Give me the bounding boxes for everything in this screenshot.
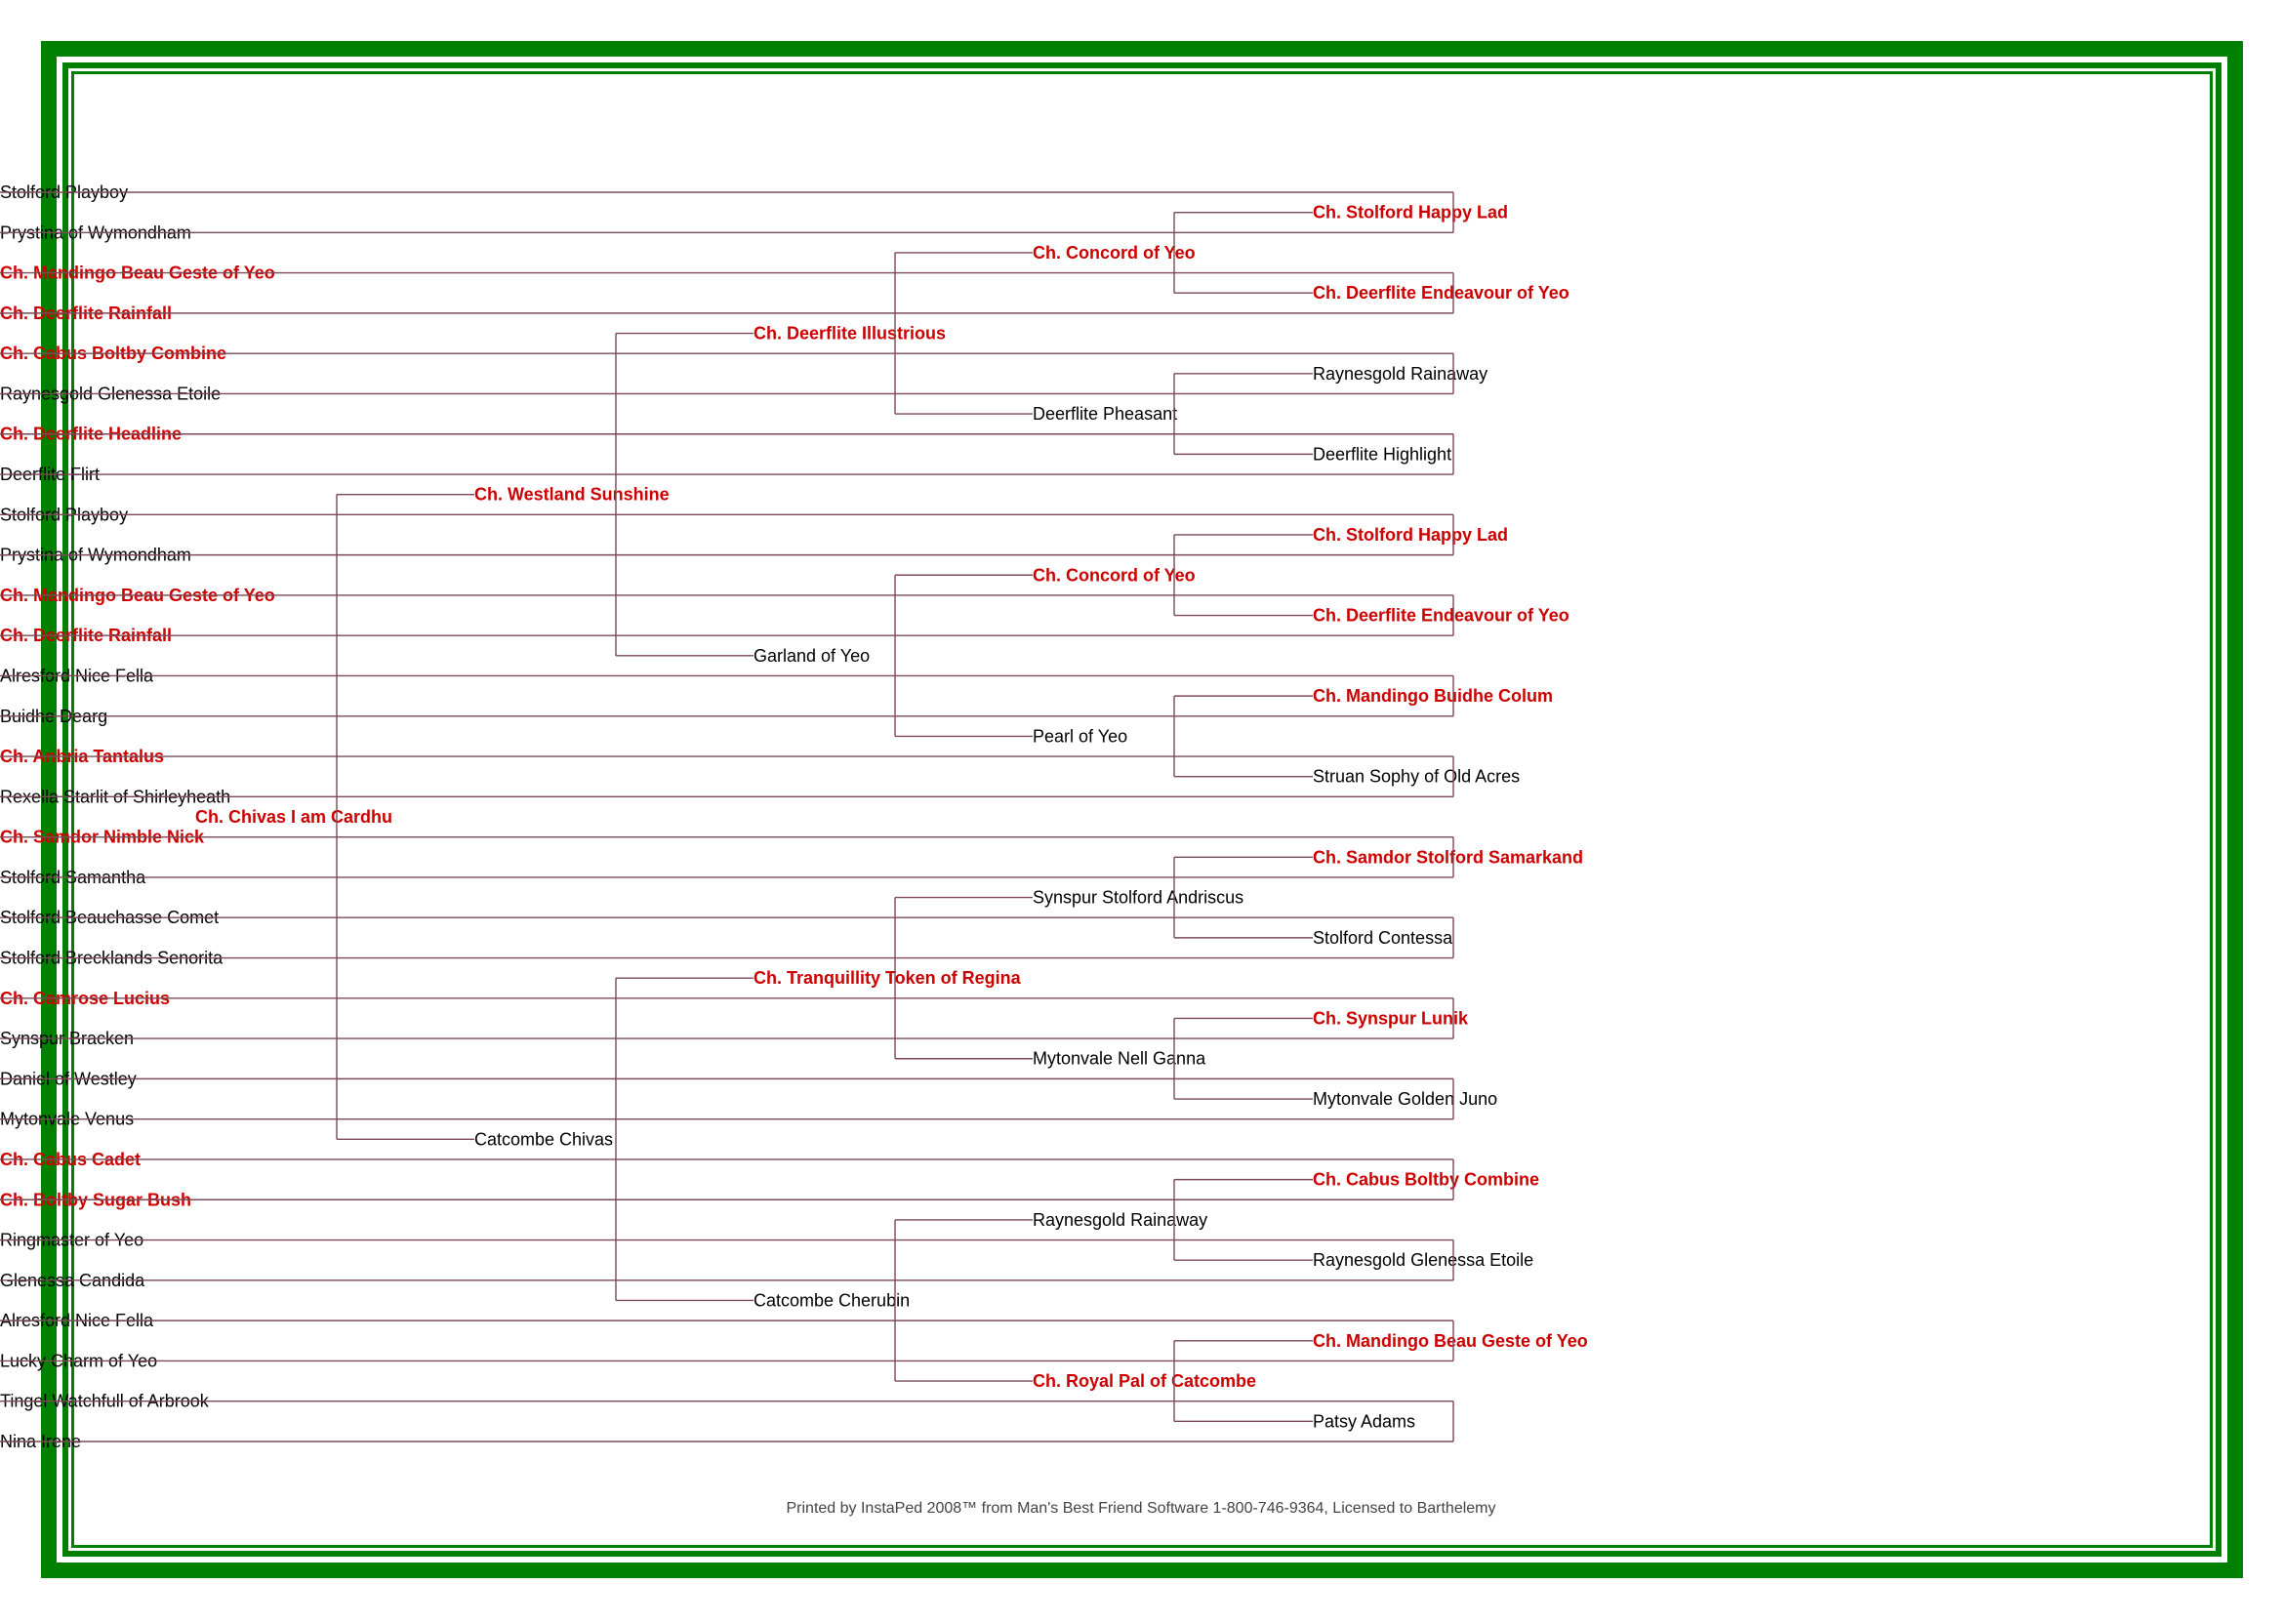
dog-name-gen1: Ch. Westland Sunshine: [474, 484, 670, 505]
dog-name-gen0: Ch. Chivas I am Cardhu: [195, 807, 393, 827]
dog-name-gen4: Ch. Cabus Boltby Combine: [1313, 1169, 1540, 1190]
dog-name-gen5: Alresford Nice Fella: [0, 666, 154, 686]
dog-name-gen1: Catcombe Chivas: [474, 1129, 614, 1150]
dog-name-gen5: Ch. Deerflite Headline: [0, 424, 183, 444]
dog-name-gen4: Ch. Mandingo Beau Geste of Yeo: [1313, 1330, 1588, 1351]
dog-name-gen5: Ch. Boltby Sugar Bush: [0, 1190, 192, 1210]
dog-name-gen5: Ch. Anbria Tantalus: [0, 747, 165, 767]
dog-name-gen5: Deerflite Flirt: [0, 465, 101, 485]
dog-name-gen3: Ch. Concord of Yeo: [1033, 242, 1196, 263]
dog-name-gen4: Ch. Synspur Lunik: [1313, 1008, 1469, 1029]
dog-name-gen5: Alresford Nice Fella: [0, 1311, 154, 1331]
dog-name-gen4: Ch. Deerflite Endeavour of Yeo: [1313, 283, 1569, 304]
dog-name-gen5: Ch. Samdor Nimble Nick: [0, 827, 205, 847]
dog-name-gen4: Mytonvale Golden Juno: [1313, 1089, 1498, 1110]
dog-name-gen5: Ch. Cabus Cadet: [0, 1149, 142, 1169]
dog-name-gen4: Struan Sophy of Old Acres: [1313, 766, 1521, 787]
dog-name-gen4: Ch. Stolford Happy Lad: [1313, 524, 1508, 545]
dog-name-gen5: Lucky Charm of Yeo: [0, 1351, 158, 1371]
dog-name-gen4: Ch. Samdor Stolford Samarkand: [1313, 847, 1584, 868]
dog-name-gen2: Ch. Tranquillity Token of Regina: [754, 968, 1021, 989]
dog-name-gen5: Raynesgold Glenessa Etoile: [0, 384, 222, 404]
dog-name-gen5: Rexella Starlit of Shirleyheath: [0, 787, 231, 807]
dog-name-gen5: Ch. Mandingo Beau Geste of Yeo: [0, 263, 275, 283]
dog-name-gen5: Stolford Samantha: [0, 867, 146, 887]
dog-name-gen5: Prystina of Wymondham: [0, 223, 191, 243]
dog-name-gen3: Synspur Stolford Andriscus: [1033, 887, 1244, 908]
dog-name-gen5: Stolford Playboy: [0, 505, 129, 525]
dog-name-gen3: Raynesgold Rainaway: [1033, 1209, 1208, 1230]
dog-name-gen5: Nina Irene: [0, 1432, 82, 1451]
dog-name-gen3: Ch. Royal Pal of Catcombe: [1033, 1371, 1257, 1392]
dog-name-gen5: Ch. Cabus Boltby Combine: [0, 344, 227, 364]
dog-name-gen5: Stolford Playboy: [0, 183, 129, 202]
dog-name-gen5: Tingel Watchfull of Arbrook: [0, 1391, 209, 1411]
dog-name-gen4: Deerflite Highlight: [1313, 444, 1452, 465]
dog-name-gen4: Ch. Stolford Happy Lad: [1313, 202, 1508, 223]
dog-name-gen3: Mytonvale Nell Ganna: [1033, 1048, 1206, 1069]
footer-credit: Printed by InstaPed 2008™ from Man's Best Friend Software 1-800-746-9364, Licensed to Barthelemy: [786, 1500, 1496, 1517]
dog-name-gen5: Ch. Deerflite Rainfall: [0, 626, 173, 646]
dog-name-gen3: Deerflite Pheasant: [1033, 404, 1178, 425]
dog-name-gen5: Glenessa Candida: [0, 1270, 145, 1290]
dog-name-gen4: Patsy Adams: [1313, 1411, 1416, 1432]
dog-name-gen4: Raynesgold Rainaway: [1313, 363, 1488, 384]
dog-name-gen4: Ch. Deerflite Endeavour of Yeo: [1313, 605, 1569, 626]
dog-name-gen5: Ch. Deerflite Rainfall: [0, 303, 173, 323]
dog-name-gen3: Pearl of Yeo: [1033, 726, 1128, 747]
dog-name-gen5: Synspur Bracken: [0, 1029, 135, 1049]
dog-name-gen3: Ch. Concord of Yeo: [1033, 565, 1196, 586]
dog-name-gen4: Stolford Contessa: [1313, 927, 1453, 948]
dog-name-gen4: Ch. Mandingo Buidhe Colum: [1313, 686, 1553, 707]
dog-name-gen5: Ch. Camrose Lucius: [0, 988, 171, 1008]
dog-name-gen2: Catcombe Cherubin: [754, 1290, 911, 1311]
dog-name-gen4: Raynesgold Glenessa Etoile: [1313, 1250, 1534, 1271]
dog-name-gen5: Buidhe Dearg: [0, 706, 108, 726]
dog-name-gen5: Daniel of Westley: [0, 1069, 137, 1089]
dog-name-gen5: Stolford Brecklands Senorita: [0, 948, 224, 968]
dog-name-gen5: Prystina of Wymondham: [0, 545, 191, 565]
dog-name-gen5: Mytonvale Venus: [0, 1109, 135, 1129]
dog-name-gen2: Ch. Deerflite Illustrious: [754, 323, 947, 344]
dog-name-gen5: Ch. Mandingo Beau Geste of Yeo: [0, 585, 275, 605]
dog-name-gen2: Garland of Yeo: [754, 645, 871, 666]
dog-name-gen5: Stolford Beauchasse Comet: [0, 908, 220, 928]
dog-name-gen5: Ringmaster of Yeo: [0, 1230, 144, 1250]
